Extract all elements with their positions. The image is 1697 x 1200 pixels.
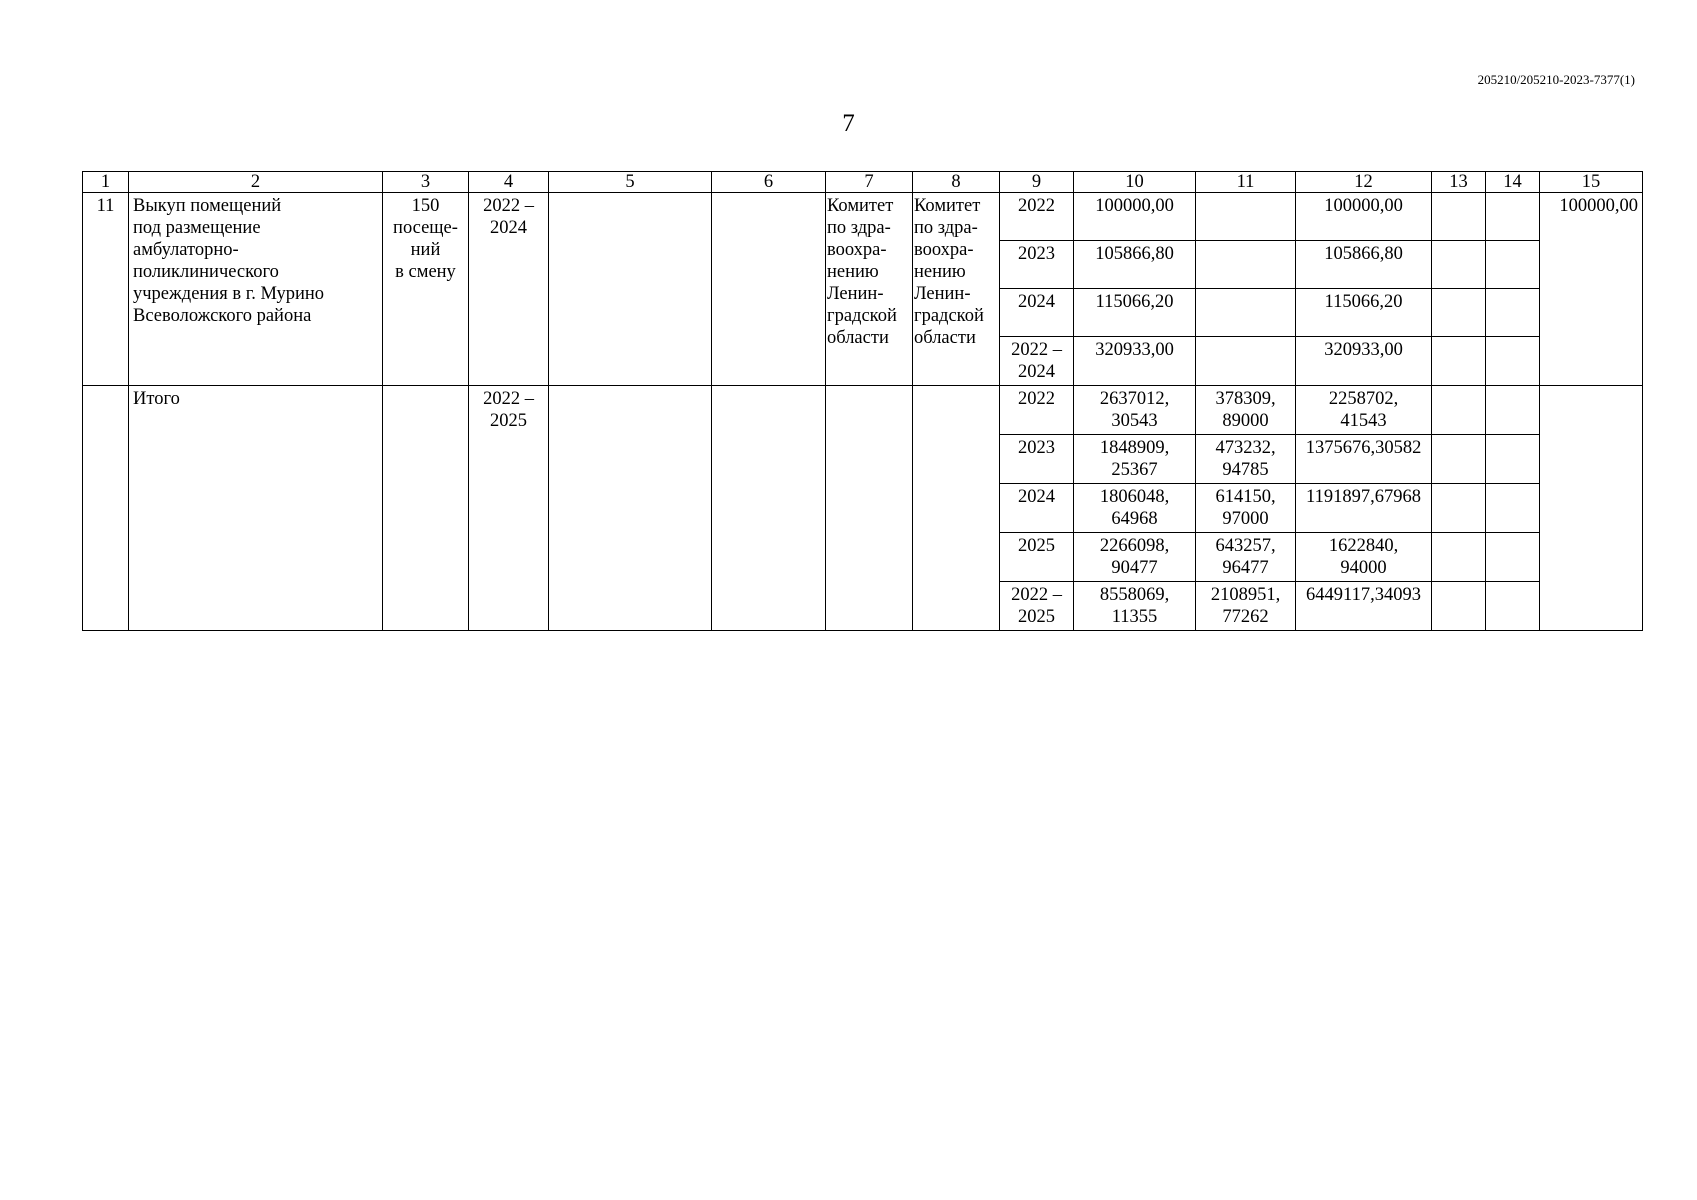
year-cell: 2023 — [1000, 241, 1074, 289]
amount-col12: 1622840, 94000 — [1296, 533, 1432, 582]
amount-col12: 115066,20 — [1296, 289, 1432, 337]
col13-cell — [1432, 241, 1486, 289]
total-period: 2022 – 2025 — [469, 386, 549, 631]
amount-total: 2266098, 90477 — [1074, 533, 1196, 582]
col13-cell — [1432, 435, 1486, 484]
col13-cell — [1432, 533, 1486, 582]
amount-total: 320933,00 — [1074, 337, 1196, 386]
year-cell: 2022 — [1000, 193, 1074, 241]
amount-col11 — [1196, 337, 1296, 386]
program-table — [82, 171, 1643, 631]
col15-value: 100000,00 — [1540, 193, 1643, 386]
col14-cell — [1486, 533, 1540, 582]
header-cell: 5 — [549, 172, 712, 193]
header-cell: 4 — [469, 172, 549, 193]
amount-col12: 1375676,30582 — [1296, 435, 1432, 484]
col13-cell — [1432, 386, 1486, 435]
col13-cell — [1432, 193, 1486, 241]
total-col6-cell — [712, 386, 826, 631]
col14-cell — [1486, 582, 1540, 631]
document-id: 205210/205210-2023-7377(1) — [1477, 72, 1635, 87]
year-cell: 2022 – 2025 — [1000, 582, 1074, 631]
amount-col12: 2258702, 41543 — [1296, 386, 1432, 435]
amount-total: 1806048, 64968 — [1074, 484, 1196, 533]
total-col8-cell — [913, 386, 1000, 631]
header-cell: 11 — [1196, 172, 1296, 193]
object-name: Выкуп помещений под размещение амбулаторно- поликлинического учреждения в г. Мурино Всеволожского района — [129, 193, 383, 386]
col6-cell — [712, 193, 826, 386]
header-cell: 14 — [1486, 172, 1540, 193]
amount-col12: 6449117,34093 — [1296, 582, 1432, 631]
amount-total: 115066,20 — [1074, 289, 1196, 337]
amount-col12: 320933,00 — [1296, 337, 1432, 386]
col13-cell — [1432, 582, 1486, 631]
col13-cell — [1432, 337, 1486, 386]
amount-col11: 2108951, 77262 — [1196, 582, 1296, 631]
amount-total: 2637012, 30543 — [1074, 386, 1196, 435]
col5-cell — [549, 193, 712, 386]
executor: Комитет по здра- воохра- нению Ленин- градской области — [913, 193, 1000, 386]
customer: Комитет по здра- воохра- нению Ленин- градской области — [826, 193, 913, 386]
total-capacity-cell — [383, 386, 469, 631]
header-cell: 15 — [1540, 172, 1643, 193]
amount-col11 — [1196, 193, 1296, 241]
amount-col11: 614150, 97000 — [1196, 484, 1296, 533]
header-cell: 3 — [383, 172, 469, 193]
col14-cell — [1486, 435, 1540, 484]
amount-total: 100000,00 — [1074, 193, 1196, 241]
amount-total: 8558069, 11355 — [1074, 582, 1196, 631]
year-cell: 2024 — [1000, 484, 1074, 533]
amount-col11 — [1196, 289, 1296, 337]
year-cell: 2025 — [1000, 533, 1074, 582]
header-cell: 1 — [83, 172, 129, 193]
header-cell: 12 — [1296, 172, 1432, 193]
header-cell: 9 — [1000, 172, 1074, 193]
amount-col11: 378309, 89000 — [1196, 386, 1296, 435]
column-number-row — [83, 172, 1643, 193]
table-row — [83, 193, 1643, 241]
total-label: Итого — [129, 386, 383, 631]
header-cell: 6 — [712, 172, 826, 193]
header-cell: 13 — [1432, 172, 1486, 193]
amount-col11 — [1196, 241, 1296, 289]
year-cell: 2024 — [1000, 289, 1074, 337]
col13-cell — [1432, 484, 1486, 533]
col14-cell — [1486, 241, 1540, 289]
amount-col12: 100000,00 — [1296, 193, 1432, 241]
year-cell: 2022 – 2024 — [1000, 337, 1074, 386]
col14-cell — [1486, 386, 1540, 435]
col14-cell — [1486, 193, 1540, 241]
header-cell: 10 — [1074, 172, 1196, 193]
total-col5-cell — [549, 386, 712, 631]
total-col7-cell — [826, 386, 913, 631]
total-number-cell — [83, 386, 129, 631]
col14-cell — [1486, 337, 1540, 386]
amount-total: 105866,80 — [1074, 241, 1196, 289]
amount-col11: 473232, 94785 — [1196, 435, 1296, 484]
amount-col11: 643257, 96477 — [1196, 533, 1296, 582]
col14-cell — [1486, 289, 1540, 337]
capacity: 150 посеще- ний в смену — [383, 193, 469, 386]
period: 2022 – 2024 — [469, 193, 549, 386]
year-cell: 2023 — [1000, 435, 1074, 484]
header-cell: 8 — [913, 172, 1000, 193]
total-col15-cell — [1540, 386, 1643, 631]
table-row — [83, 386, 1643, 435]
amount-col12: 1191897,67968 — [1296, 484, 1432, 533]
col14-cell — [1486, 484, 1540, 533]
page-number: 7 — [842, 110, 855, 137]
header-cell: 7 — [826, 172, 913, 193]
row-number: 11 — [83, 193, 129, 386]
amount-col12: 105866,80 — [1296, 241, 1432, 289]
year-cell: 2022 — [1000, 386, 1074, 435]
amount-total: 1848909, 25367 — [1074, 435, 1196, 484]
col13-cell — [1432, 289, 1486, 337]
header-cell: 2 — [129, 172, 383, 193]
